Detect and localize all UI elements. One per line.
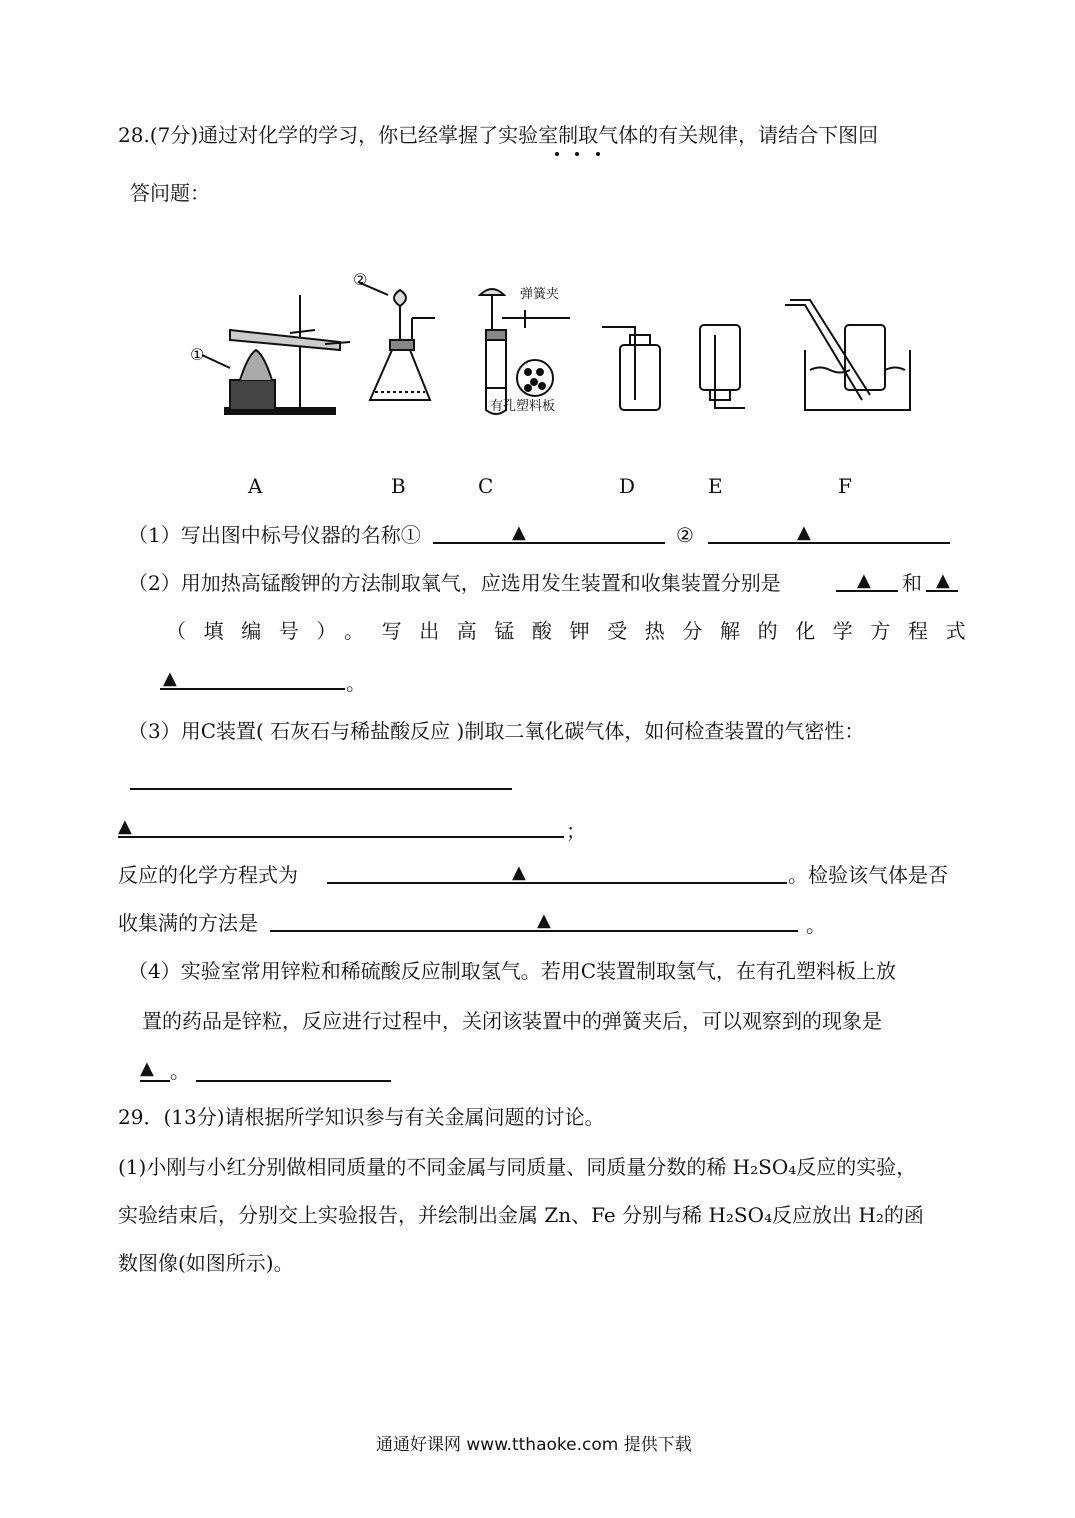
q28-sub3-full-label: 收集满的方法是	[118, 911, 258, 935]
answer-blank-equation-kmno4[interactable]	[160, 688, 345, 690]
answer-marker: ▲	[512, 862, 526, 883]
q28-sub4-line2: 置的药品是锌粒，反应进行过程中，关闭该装置中的弹簧夹后，可以观察到的现象是	[142, 1009, 882, 1033]
figure-perforated-plate-label: 有孔塑料板	[490, 399, 556, 414]
footer-source: 通通好课网 www.tthaoke.com 提供下载	[376, 1435, 692, 1455]
q28-sub4-end: 。	[170, 1059, 190, 1083]
apparatus-letter-e: E	[708, 474, 723, 498]
apparatus-a	[202, 295, 350, 414]
q29-paragraph-line1: (1)小刚与小红分别做相同质量的不同金属与同质量、同质量分数的稀 H₂SO₄反应的实验，	[118, 1155, 917, 1179]
answer-blank-airtight-1[interactable]	[130, 788, 512, 790]
q28-sub1-label-2: ②	[676, 523, 694, 547]
emphasis-dot	[555, 152, 559, 156]
answer-marker: ▲	[797, 522, 811, 543]
apparatus-f	[785, 300, 910, 410]
emphasis-dot	[596, 152, 600, 156]
apparatus-b	[358, 282, 435, 400]
q29-header: 29．(13分)请根据所学知识参与有关金属问题的讨论。	[118, 1105, 605, 1129]
apparatus-letter-a: A	[248, 474, 263, 498]
answer-marker: ▲	[857, 570, 871, 591]
q28-header-line2: 答问题：	[130, 181, 210, 205]
q28-header-emphasis: 实验室	[498, 123, 559, 147]
apparatus-letter-b: B	[391, 474, 406, 498]
q28-header-part-b: 制取气体的有关规律，请结合下图回	[558, 123, 879, 147]
apparatus-c	[480, 289, 570, 414]
answer-marker: ▲	[936, 570, 950, 591]
q29-paragraph-line2: 实验结束后，分别交上实验报告，并绘制出金属 Zn、Fe 分别与稀 H₂SO₄反应放出 H₂的函	[118, 1203, 924, 1227]
q28-sub2-line2: （填编号）。写出高锰酸钾受热分解的化学方程式	[166, 619, 984, 643]
figure-spring-clip-label: 弹簧夹	[520, 287, 560, 302]
answer-marker: ▲	[163, 668, 177, 689]
apparatus-letter-c: C	[478, 474, 494, 498]
answer-blank-2[interactable]	[708, 542, 950, 544]
answer-blank-1[interactable]	[433, 542, 665, 544]
q28-sub2-and: 和	[902, 571, 922, 595]
q28-sub3-text: （3）用C装置( 石灰石与稀盐酸反应 )制取二氧化碳气体，如何检查装置的气密性：	[128, 719, 865, 743]
q28-sub3-semicolon: ；	[566, 819, 586, 843]
answer-blank-full-check[interactable]	[270, 930, 798, 932]
q28-sub2-end: 。	[346, 671, 366, 695]
figure-label-1: ①	[190, 345, 205, 364]
emphasis-dot	[575, 152, 579, 156]
answer-blank-phenomenon[interactable]	[140, 1080, 170, 1082]
answer-marker: ▲	[140, 1058, 154, 1079]
figure-label-2: ②	[353, 270, 368, 289]
apparatus-e	[700, 325, 745, 408]
apparatus-d	[602, 327, 660, 410]
q28-sub2-text: （2）用加热高锰酸钾的方法制取氧气，应选用发生装置和收集装置分别是	[128, 571, 781, 595]
answer-blank-phenomenon-extra[interactable]	[196, 1080, 391, 1082]
q29-paragraph-line3: 数图像(如图所示)。	[118, 1251, 294, 1275]
answer-marker: ▲	[537, 910, 551, 931]
apparatus-letter-d: D	[619, 474, 636, 498]
q28-sub4-line1: （4）实验室常用锌粒和稀硫酸反应制取氢气。若用C装置制取氢气，在有孔塑料板上放	[128, 959, 897, 983]
answer-marker: ▲	[512, 522, 526, 543]
answer-blank-airtight-2[interactable]	[118, 836, 564, 838]
q28-sub3-equation-label: 反应的化学方程式为	[118, 863, 298, 887]
q28-header-part-a: 28.(7分)通过对化学的学习，你已经掌握了	[118, 123, 499, 147]
apparatus-letter-f: F	[838, 474, 852, 498]
apparatus-figure	[190, 270, 930, 420]
q28-sub3-equation-end: 。检验该气体是否	[788, 863, 948, 887]
q28-sub1-text: （1）写出图中标号仪器的名称①	[128, 523, 421, 547]
q28-header-line1	[118, 122, 878, 148]
q28-sub3-full-end: 。	[806, 913, 826, 937]
answer-blank-equation-co2[interactable]	[327, 882, 787, 884]
answer-marker: ▲	[118, 816, 132, 837]
